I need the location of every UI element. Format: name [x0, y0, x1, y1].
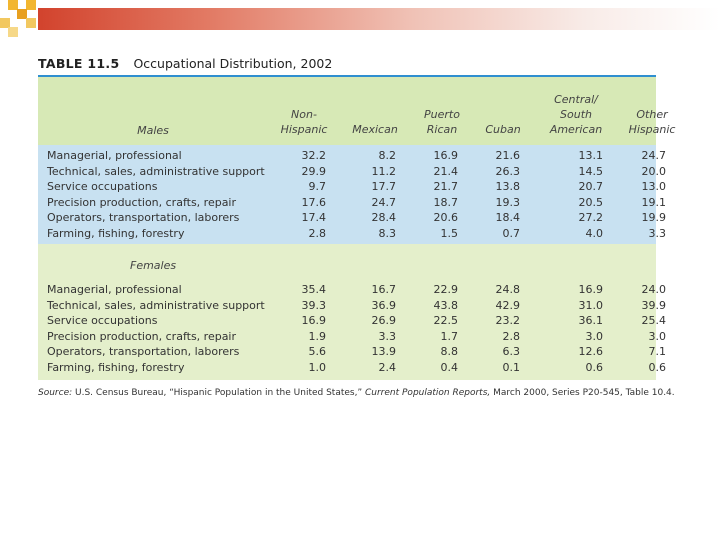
column-header-6-line-2: Hispanic — [628, 123, 676, 136]
males-cell: 27.2 — [578, 211, 603, 225]
males-cell: 8.2 — [378, 149, 396, 162]
males-cell: 8.3 — [378, 227, 396, 240]
females-cell: 13.9 — [371, 345, 396, 359]
males-cell: 19.1 — [641, 195, 666, 209]
column-header-1-line-2: Hispanic — [280, 123, 328, 136]
females-cell: 31.0 — [578, 298, 603, 312]
females-cell: 1.0 — [308, 361, 326, 374]
females-cell: 24.0 — [641, 283, 666, 296]
males-cell: 17.6 — [301, 195, 326, 209]
column-header-5-line-1: Central/ — [554, 93, 598, 106]
males-cell: 19.9 — [641, 211, 666, 225]
males-cell: 29.9 — [301, 164, 326, 178]
females-row-label: Farming, fishing, forestry — [47, 361, 185, 374]
column-header-6-line-1: Other — [636, 108, 668, 121]
females-cell: 35.4 — [301, 283, 326, 296]
column-header-3-line-1: Puerto — [424, 108, 460, 121]
females-cell: 7.1 — [648, 345, 666, 359]
males-cell: 24.7 — [641, 149, 666, 162]
females-cell: 39.9 — [641, 298, 666, 312]
females-cell: 1.7 — [440, 329, 458, 343]
females-cell: 0.1 — [502, 361, 520, 374]
females-cell: 3.3 — [378, 329, 396, 343]
females-cell: 25.4 — [641, 314, 666, 328]
females-cell: 16.9 — [301, 314, 326, 328]
females-cell: 39.3 — [301, 298, 326, 312]
males-cell: 26.3 — [495, 164, 520, 178]
source-note — [38, 388, 678, 398]
females-cell: 0.6 — [648, 361, 666, 374]
males-row-label: Service occupations — [47, 180, 158, 194]
males-cell: 17.7 — [371, 180, 396, 194]
males-cell: 32.2 — [301, 149, 326, 162]
males-cell: 21.7 — [433, 180, 458, 194]
column-header-5-line-2: South — [560, 108, 592, 121]
males-cell: 16.9 — [433, 149, 458, 162]
males-cell: 21.4 — [433, 164, 458, 178]
males-row-label: Managerial, professional — [47, 149, 182, 162]
males-cell: 18.7 — [433, 195, 458, 209]
males-cell: 20.6 — [433, 211, 458, 225]
females-cell: 12.6 — [578, 345, 603, 359]
column-header-1-line-1: Non- — [291, 108, 317, 121]
table-title — [38, 56, 658, 71]
females-cell: 16.7 — [371, 283, 396, 296]
females-cell: 42.9 — [495, 298, 520, 312]
females-cell: 3.0 — [648, 329, 666, 343]
source-label: Source: — [38, 388, 73, 398]
females-row-label: Technical, sales, administrative support — [47, 298, 265, 312]
source-text-2: March 2000, Series P20-545, Table 10.4. — [490, 388, 675, 398]
females-cell: 26.9 — [371, 314, 396, 328]
females-cell: 1.9 — [308, 329, 326, 343]
females-cell: 22.5 — [433, 314, 458, 328]
males-cell: 9.7 — [308, 180, 326, 194]
females-cell: 3.0 — [585, 329, 603, 343]
males-row-label: Operators, transportation, laborers — [47, 211, 240, 225]
males-cell: 18.4 — [495, 211, 520, 225]
column-header-3-line-2: Rican — [426, 123, 458, 136]
males-cell: 13.1 — [578, 149, 603, 162]
females-cell: 22.9 — [433, 283, 458, 296]
females-cell: 0.4 — [440, 361, 458, 374]
table-title-text: Occupational Distribution, 2002 — [133, 56, 333, 71]
males-cell: 14.5 — [578, 164, 603, 178]
males-row-label: Precision production, crafts, repair — [47, 195, 237, 209]
males-cell: 13.0 — [641, 180, 666, 194]
males-cell: 20.7 — [578, 180, 603, 194]
females-cell: 0.6 — [585, 361, 603, 374]
males-cell: 24.7 — [371, 195, 396, 209]
source-text-1: U.S. Census Bureau, “Hispanic Population in the United States,” — [72, 388, 365, 398]
males-cell: 0.7 — [502, 227, 520, 240]
females-cell: 2.8 — [502, 329, 520, 343]
females-cell: 36.1 — [578, 314, 603, 328]
males-row-label: Farming, fishing, forestry — [47, 227, 185, 240]
females-cell: 43.8 — [433, 298, 458, 312]
header-gradient-bar — [38, 8, 720, 30]
females-row-label: Operators, transportation, laborers — [47, 345, 240, 359]
females-cell: 24.8 — [495, 283, 520, 296]
males-cell: 21.6 — [495, 149, 520, 162]
females-cell: 36.9 — [371, 298, 396, 312]
males-cell: 20.5 — [578, 195, 603, 209]
females-row-label: Precision production, crafts, repair — [47, 329, 237, 343]
males-cell: 28.4 — [371, 211, 396, 225]
males-cell: 17.4 — [301, 211, 326, 225]
males-cell: 19.3 — [495, 195, 520, 209]
females-heading: Females — [130, 259, 177, 272]
source-italic: Current Population Reports, — [364, 388, 491, 398]
females-cell: 2.4 — [378, 361, 396, 374]
males-cell: 4.0 — [585, 227, 603, 240]
males-cell: 1.5 — [440, 227, 458, 240]
males-cell: 11.2 — [371, 164, 396, 178]
females-cell: 23.2 — [495, 314, 520, 328]
females-cell: 16.9 — [578, 283, 603, 296]
column-header-5-line-3: American — [549, 123, 603, 136]
females-row-label: Managerial, professional — [47, 283, 182, 296]
females-cell: 6.3 — [502, 345, 520, 359]
males-cell: 13.8 — [495, 180, 520, 194]
males-cell: 2.8 — [308, 227, 326, 240]
females-cell: 8.8 — [440, 345, 458, 359]
females-cell: 5.6 — [308, 345, 326, 359]
column-header-4-line-1: Cuban — [485, 123, 521, 136]
males-cell: 20.0 — [641, 164, 666, 178]
males-header: Males — [137, 124, 169, 137]
males-row-label: Technical, sales, administrative support — [47, 164, 265, 178]
females-row-label: Service occupations — [47, 314, 158, 328]
table-number: TABLE 11.5 — [38, 56, 120, 71]
column-header-2-line-1: Mexican — [352, 123, 398, 136]
males-cell: 3.3 — [648, 227, 666, 240]
